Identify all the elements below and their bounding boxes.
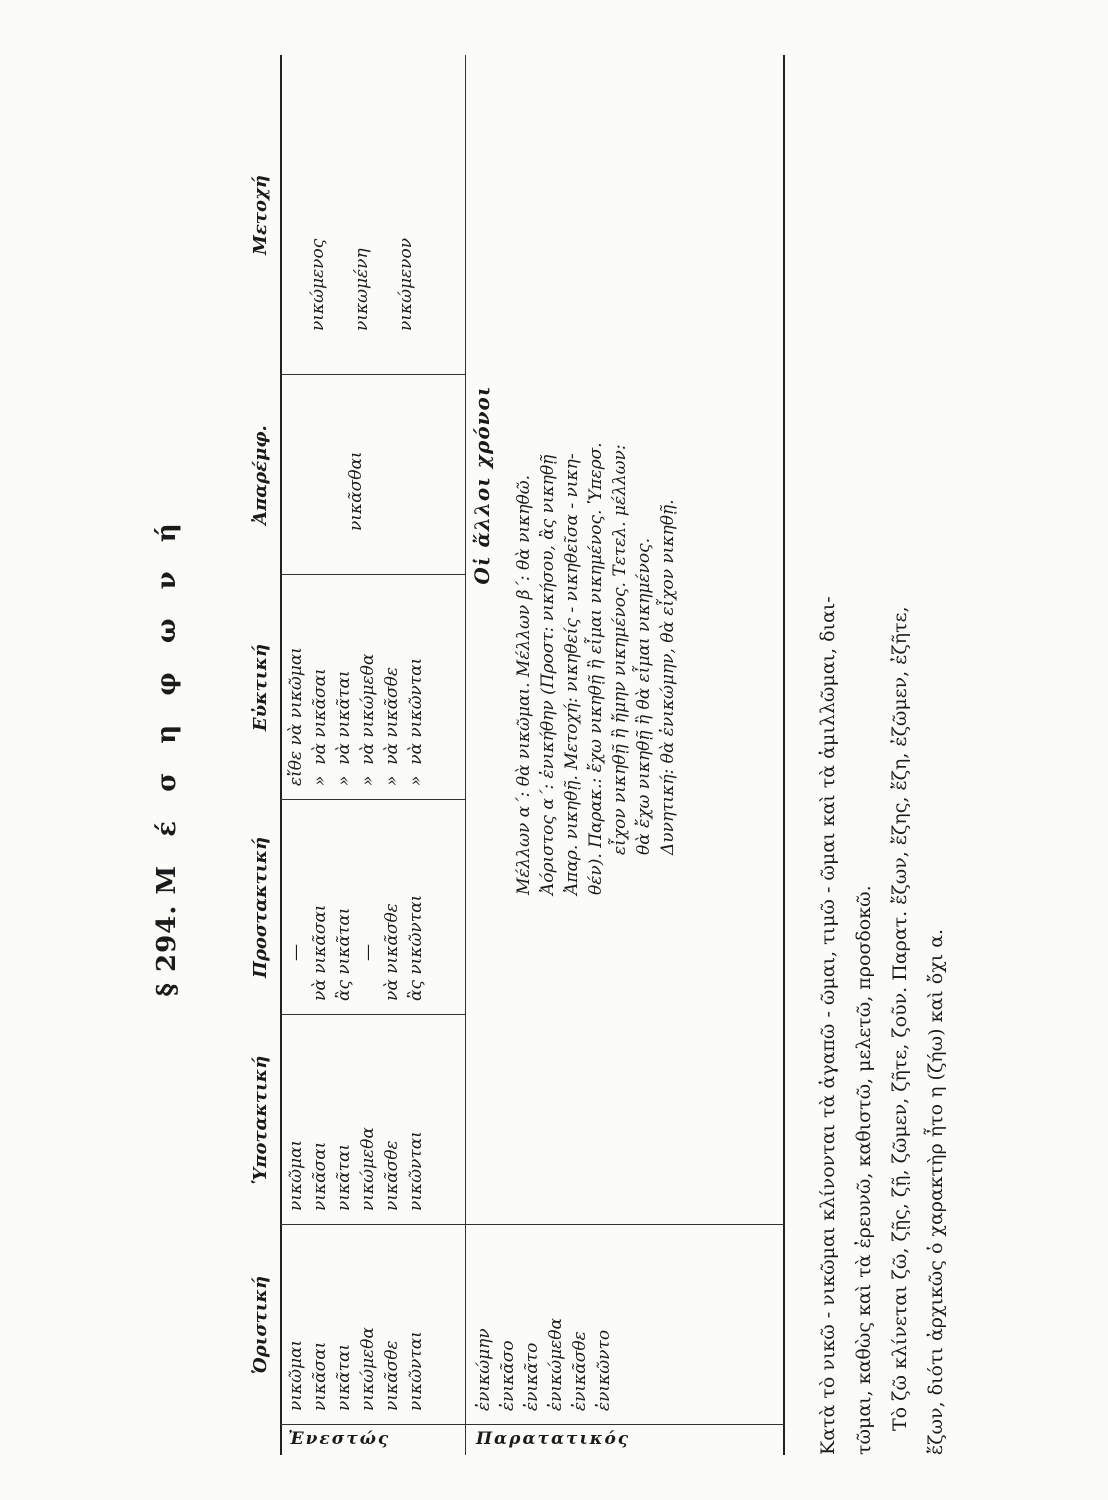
other-tenses-title: Οἱ ἄλλοι χρόνοι [470,385,494,585]
other-tenses-block [470,75,680,895]
col-header-metochi: Μετοχή [249,175,271,255]
section-heading [152,55,182,1455]
cell-present-oristiki: νικῶμαι νικᾶσαι νικᾶται νικώμεθα νικᾶσθε νικῶνται [286,1327,426,1411]
rotated-content [150,55,1070,1455]
row-divider [465,55,466,1455]
cell-present-euktiki: εἴθε νὰ νικῶμαι » νὰ νικᾶσαι » νὰ νικᾶται » νὰ νικώμεθα » νὰ νικᾶσθε » νὰ νικῶνται [286,647,426,786]
col-header-euktiki: Εὐκτική [249,643,271,732]
other-tenses-line: Μέλλων α΄: θὰ νικῶμαι. Μέλλων β΄: θὰ νικηθῶ. [514,474,534,895]
cell-present-aparemfato: νικᾶσθαι [346,451,366,531]
section-number: § 294. [152,904,182,997]
explanatory-paragraph [810,75,954,1455]
paragraph-line: ἔζων, διότι ἀρχικῶς ὁ χαρακτὴρ ἦτο η (ζήω) καὶ ὄχι α. [925,928,947,1455]
other-tenses-line: θέν). Παρακ.: ἔχω νικηθῇ ἢ εἶμαι νικημένος. Ὑπερσ. [586,442,606,895]
paragraph-line: τῶμαι, καθὼς καὶ τὰ ἐρευνῶ, καθιστῶ, μελετῶ, προσδοκῶ. [853,885,875,1455]
table-vline [280,374,465,375]
table-top-rule [280,55,282,1455]
col-header-oristiki: Ὁριστική [249,1275,271,1375]
other-tenses-line: Δυνητική: θὰ ἐνικώμην, θὰ εἶχον νικηθῇ. [658,499,678,855]
row-label-present: Ἐνεστώς [288,1429,391,1449]
cell-present-ypotaktiki: νικῶμαι νικᾶσαι νικᾶται νικώμεθα νικᾶσθε νικῶνται [286,1127,426,1211]
col-header-aparemfato: Ἀπαρέμφ. [249,425,271,525]
paragraph-line: Τὸ ζῶ κλίνεται ζῶ, ζῇς, ζῇ, ζῶμεν, ζῆτε, ζοῦν. Παρατ. ἔζων, ἔζης, ἔζη, ἐζῶμεν, ἐζῆτε, [889,606,911,1431]
cell-imperfect-oristiki: ἐνικώμην ἐνικᾶσο ἐνικᾶτο ἐνικώμεθα ἐνικᾶσθε ἐνικῶντο [474,1317,614,1411]
table-bottom-rule [783,55,785,1455]
col-header-prostaktiki: Προστακτική [249,836,271,979]
paragraph-line: Κατὰ τὸ νικῶ - νικῶμαι κλίνονται τὰ ἀγαπῶ - ῶμαι, τιμῶ - ῶμαι καὶ τὰ ἁμιλλῶμαι, διαι- [817,596,839,1455]
other-tenses-line: εἶχον νικηθῇ ἢ ἤμην νικημένος. Τετελ. μέλλων: [610,444,630,855]
conjugation-table [240,55,785,1455]
other-tenses-line: Ἀόριστος α΄: ἐνικήθην (Προστ: νικήσου, ἂς νικηθῇ [538,454,558,895]
cell-present-metochi: νικώμενος νικωμένη νικώμενον [308,237,416,331]
cell-present-prostaktiki: — νὰ νικᾶσαι ἂς νικᾶται — νὰ νικᾶσθε ἂς νικῶνται [286,894,426,1001]
col-header-ypotaktiki: Ὑποτακτική [249,1055,271,1185]
other-tenses-line: Ἀπαρ. νικηθῇ. Μετοχή: νικηθείς - νικηθεῖσα - νικη- [562,453,582,895]
other-tenses-line: θὰ ἔχω νικηθῇ ἢ θὰ εἶμαι νικημένος. [634,537,654,855]
section-title: Μ έ σ η φ ω ν ή [152,513,182,895]
row-label-imperfect: Παρατατικός [476,1429,631,1449]
